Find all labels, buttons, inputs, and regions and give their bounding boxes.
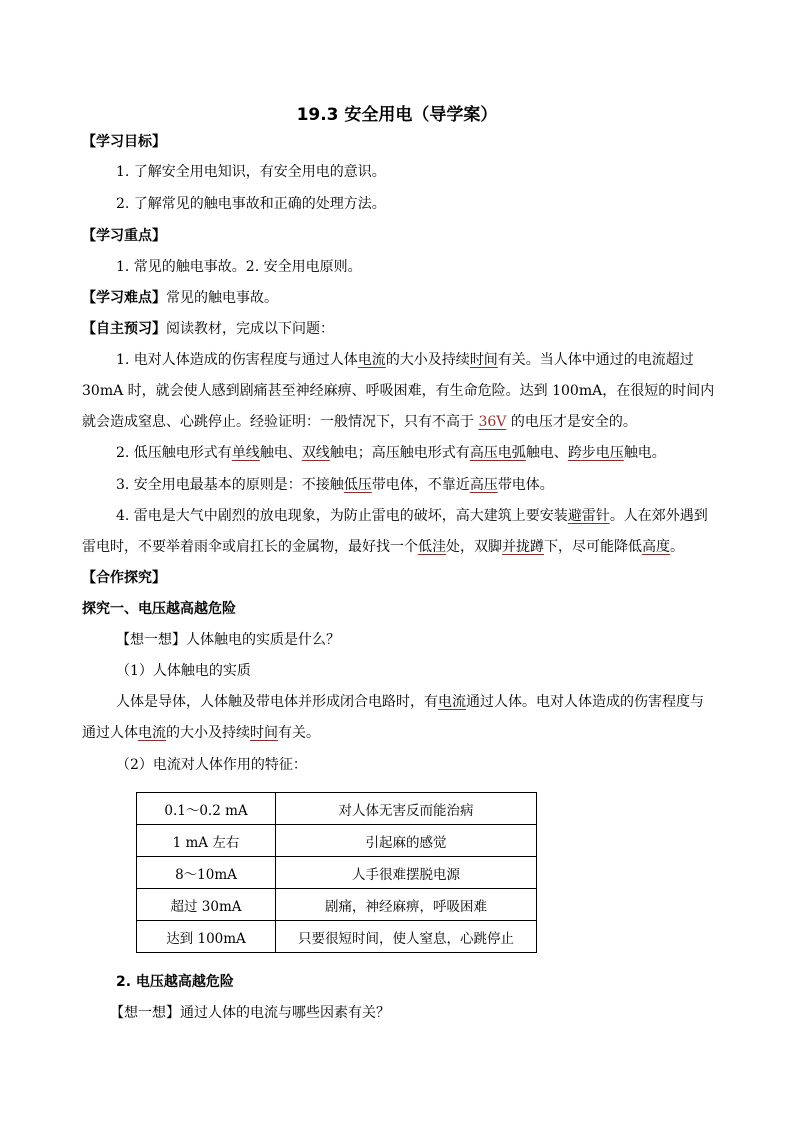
difficulty-text: 常见的触电事故。 [166,290,278,306]
difficulty-header: 【学习难点】 [82,290,166,306]
table-cell-current: 8～10mA [137,857,276,889]
q4-answer-squat: 并拢蹲 [502,539,544,555]
q1-text: 有关。当人体中通过的电流超过 [497,352,694,368]
paragraph-line2 [82,723,320,743]
para-text: 的大小及持续 [166,725,250,741]
q2-answer-step: 跨步电压 [567,445,624,461]
preview-q2 [116,443,666,463]
table-cell-effect: 只要很短时间，使人窒息，心跳停止 [276,921,537,953]
q4-text: 4. 雷电是大气中剧烈的放电现象，为防止雷电的破坏，高大建筑上要安装 [116,508,568,524]
preview-q1-line3 [82,412,637,432]
table-row [137,921,537,953]
explore-1-heading: 探究一、电压越高越危险 [82,601,236,617]
q3-answer-high: 高压 [469,477,498,493]
para-text: 人体是导体，人体触及带电体并形成闭合电路时，有 [116,694,438,710]
q4-text: 处，双脚 [446,539,502,555]
table-cell-current: 0.1～0.2 mA [137,793,276,825]
q4-text: 雷电时，不要举着雨伞或肩扛长的金属物，最好找一个 [82,539,418,555]
para-answer-current-2: 电流 [138,725,166,741]
preview-intro: 阅读教材，完成以下问题： [166,321,334,337]
preview-q4-line2 [82,537,684,557]
para-answer-current: 电流 [438,694,466,710]
goal-item-1: 1. 了解安全用电知识，有安全用电的意识。 [116,164,386,180]
preview-q4-line1 [116,506,708,526]
table-cell-effect: 引起麻的感觉 [276,825,537,857]
q1-text: 的电压才是安全的。 [506,414,637,430]
preview-header: 【自主预习】 [82,321,166,337]
table-cell-effect: 对人体无害反而能治病 [276,793,537,825]
paragraph-line1 [116,692,704,712]
q4-text: 下，尽可能降低 [544,539,642,555]
q4-answer-height: 高度 [642,539,670,555]
q3-answer-low: 低压 [343,477,372,493]
preview-q1-line1 [116,350,694,370]
q4-answer-lowland: 低洼 [418,539,446,555]
q1-text: 1. 电对人体造成的伤害程度与通过人体 [116,352,358,368]
q3-text: 带电体，不靠近 [371,477,470,493]
q2-answer-double: 双线 [301,445,330,461]
table-cell-current: 1 mA 左右 [137,825,276,857]
sub-heading-2: （2）电流对人体作用的特征： [116,757,307,773]
think-2: 【想一想】通过人体的电流与哪些因素有关？ [110,1005,390,1021]
page-title: 19.3 安全用电（导学案） [296,105,498,125]
q3-text: 3. 安全用电最基本的原则是：不接触 [116,477,344,493]
para-text: 通过人体 [82,725,138,741]
q4-answer-rod: 避雷针 [567,508,610,524]
q2-text: 2. 低压触电形式有 [116,445,232,461]
q1-text: 的大小及持续 [385,352,470,368]
q2-answer-single: 单线 [231,445,260,461]
q4-text: 。人在郊外遇到 [609,508,708,524]
table-row [137,825,537,857]
table-cell-current: 超过 30mA [137,889,276,921]
preview-line [82,319,334,339]
q4-text: 。 [670,539,684,555]
sub-heading-1: （1）人体触电的实质 [116,663,251,679]
para-text: 通过人体。电对人体造成的伤害程度与 [466,694,704,710]
goal-item-2: 2. 了解常见的触电事故和正确的处理方法。 [116,196,386,212]
goals-header: 【学习目标】 [82,134,166,150]
preview-q3 [116,475,554,495]
think-1: 【想一想】人体触电的实质是什么？ [116,632,340,648]
q2-text: 触电。 [623,445,666,461]
q2-text: 触电；高压触电形式有 [329,445,470,461]
table-row [137,857,537,889]
q1-text: 就会造成窒息、心跳停止。经验证明：一般情况下，只有不高于 [82,414,479,430]
q1-answer-time: 时间 [469,352,498,368]
key-points-header: 【学习重点】 [82,228,166,244]
para-answer-time: 时间 [250,725,278,741]
current-effects-table [136,792,537,953]
preview-q1-line2: 30mA 时，就会使人感到剧痛甚至神经麻痹、呼吸困难，有生命危险。达到 100mA，在很短的时间内 [82,383,715,399]
table-cell-current: 达到 100mA [137,921,276,953]
q2-answer-arc: 高压电弧 [469,445,526,461]
q2-text: 触电、 [525,445,568,461]
key-points-text: 1. 常见的触电事故。2. 安全用电原则。 [116,259,362,275]
para-text: 有关。 [278,725,320,741]
q3-text: 带电体。 [497,477,554,493]
table-row [137,889,537,921]
q1-answer-voltage: 36V [478,414,507,430]
table-row [137,793,537,825]
cooperate-header: 【合作探究】 [82,570,166,586]
table-cell-effect: 剧痛，神经麻痹，呼吸困难 [276,889,537,921]
q1-answer-current: 电流 [357,352,386,368]
explore-2-heading: 2. 电压越高越危险 [116,974,234,990]
difficulty-line [82,288,278,308]
table-cell-effect: 人手很难摆脱电源 [276,857,537,889]
q2-text: 触电、 [259,445,302,461]
